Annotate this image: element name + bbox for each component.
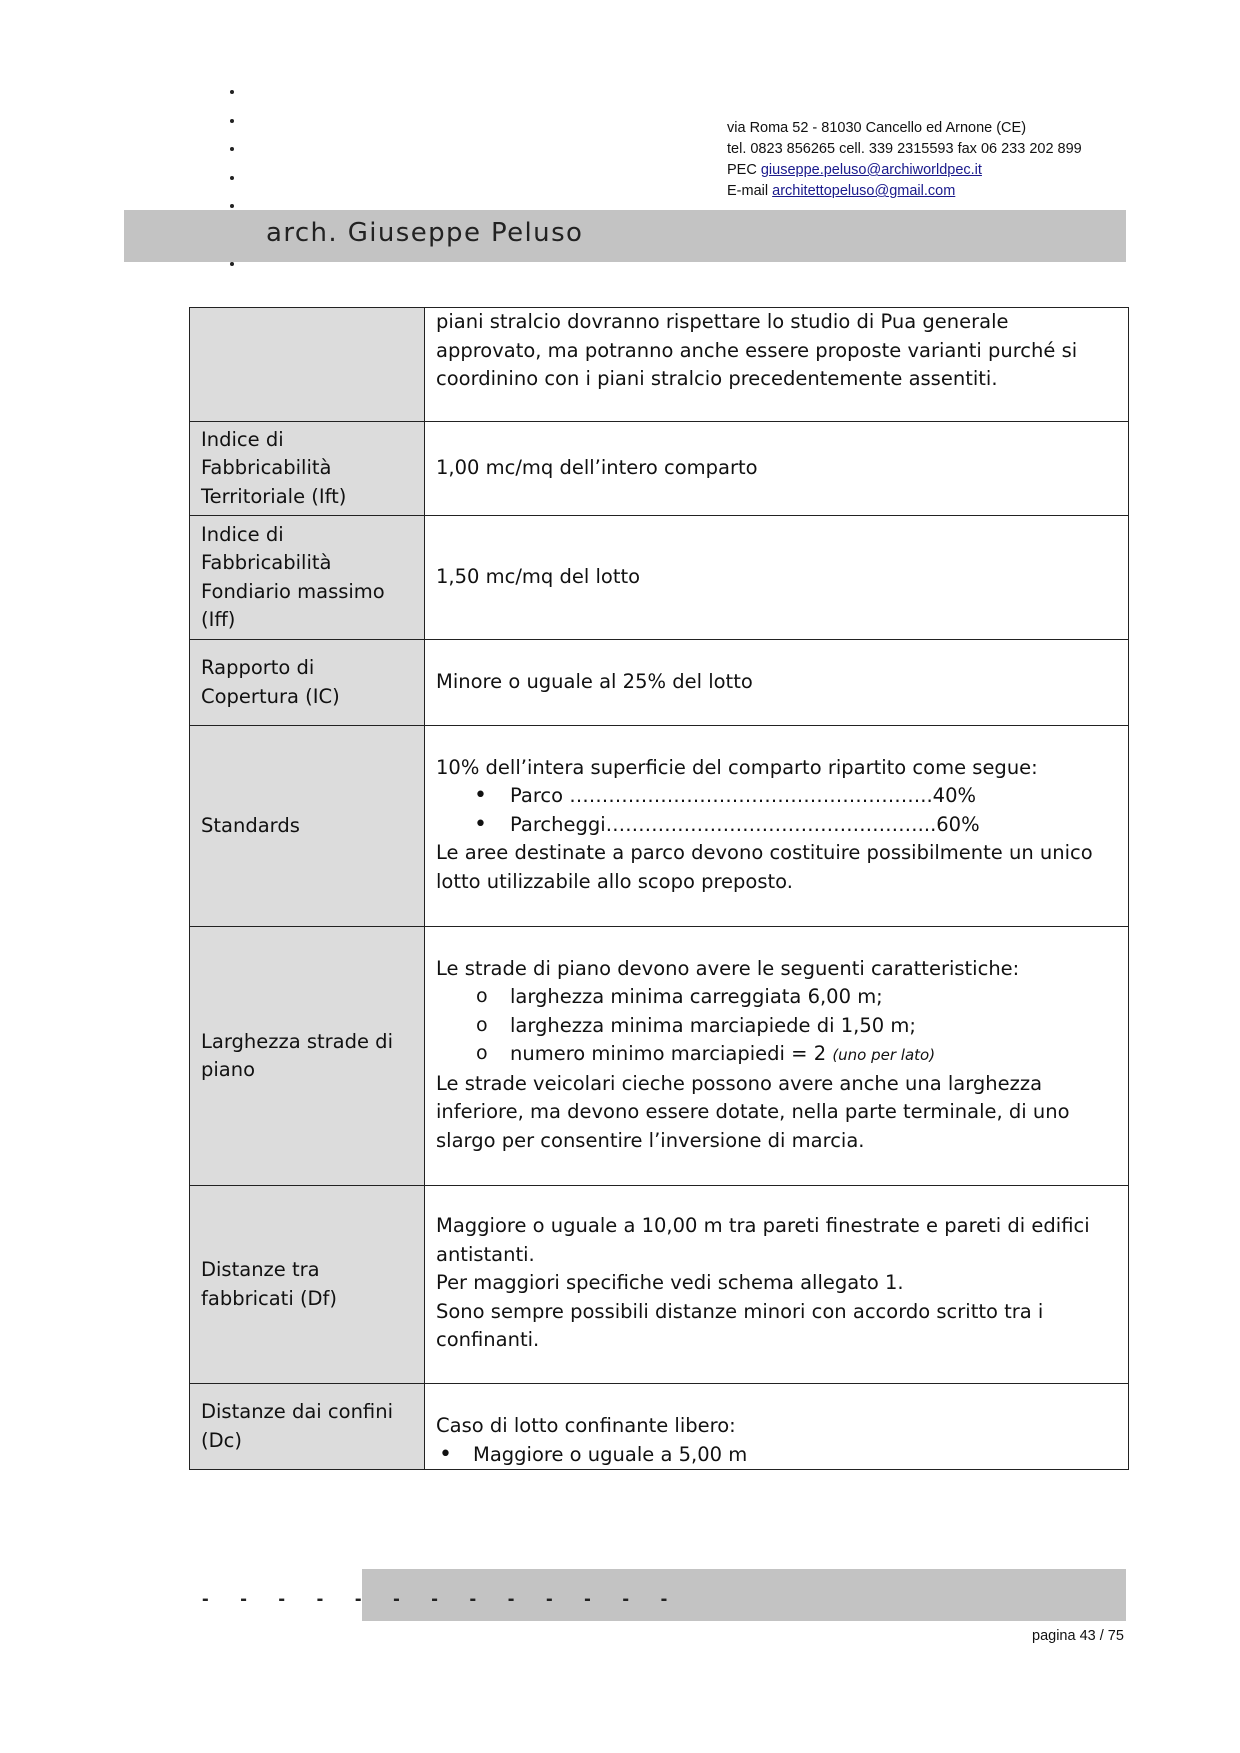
table-row (190, 726, 1129, 927)
email-label: E-mail (727, 183, 769, 199)
list-item: • Parcheggi…………………………………………...60% (436, 811, 1117, 840)
address-line: via Roma 52 - 81030 Cancello ed Arnone (CE) (727, 120, 1027, 136)
roads-outro: Le strade veicolari cieche possono avere anche una larghezza inferiore, ma devono essere dotate, nella parte terminale, di uno slargo per consentire l’inversione di marcia. (436, 1071, 1070, 1152)
architect-name: arch. Giuseppe Peluso (266, 218, 584, 248)
standards-intro: 10% dell’intera superficie del comparto ripartito come segue: (436, 755, 1038, 779)
row-label (190, 308, 425, 422)
roads-list (436, 983, 1117, 1070)
standards-outro: Le aree destinate a parco devono costituire possibilmente un unico lotto utilizzabile allo scopo preposto. (436, 841, 1093, 893)
email-link[interactable]: architettopeluso@gmail.com (772, 183, 956, 199)
pec-email-link[interactable]: giuseppe.peluso@archiworldpec.it (760, 162, 982, 178)
footer-dashes: - - - - - - - - - - - - - (202, 1588, 681, 1610)
pec-line (727, 160, 1082, 181)
list-item-note: (uno per lato) (832, 1046, 936, 1065)
email-line (727, 181, 1082, 202)
row-label: Standards (190, 726, 425, 927)
bullet-dot (230, 147, 234, 151)
table-row (190, 422, 1129, 516)
list-item-text: numero minimo marciapiedi = 2 (510, 1042, 827, 1066)
bullet-dot (230, 119, 234, 123)
row-label: Indice di Fabbricabilità Territoriale (Ift) (190, 422, 425, 516)
boundary-list (436, 1441, 1117, 1470)
bullet-dot (230, 176, 234, 180)
table-row (190, 308, 1129, 422)
row-value (425, 1186, 1129, 1384)
row-label: Rapporto di Copertura (IC) (190, 640, 425, 726)
row-label: Distanze dai confini (Dc) (190, 1384, 425, 1470)
list-item: • Parco ………………………………………………..40% (436, 782, 1117, 811)
spec-table (189, 307, 1129, 1470)
table-row (190, 927, 1129, 1186)
row-value (425, 927, 1129, 1186)
row-value (425, 308, 1129, 422)
row-value-text: piani stralcio dovranno rispettare lo studio di Pua generale approvato, ma potranno anche essere proposte varianti purché si coordinino con i piani stralcio precedentemente assentiti. (436, 310, 1078, 390)
list-item (436, 1040, 1117, 1070)
list-item: • Maggiore o uguale a 5,00 m (425, 1441, 1117, 1470)
distance-line: Maggiore o uguale a 10,00 m tra pareti finestrate e pareti di edifici antistanti. (436, 1214, 1090, 1266)
table-row (190, 1186, 1129, 1384)
row-label: Larghezza strade di piano (190, 927, 425, 1186)
list-item: o larghezza minima carreggiata 6,00 m; (436, 983, 1117, 1012)
table-row (190, 640, 1129, 726)
row-label: Distanze tra fabbricati (Df) (190, 1186, 425, 1384)
list-item: o larghezza minima marciapiede di 1,50 m; (436, 1012, 1117, 1041)
row-value: 1,00 mc/mq dell’intero comparto (425, 422, 1129, 516)
row-value: 1,50 mc/mq del lotto (425, 516, 1129, 640)
roads-intro: Le strade di piano devono avere le seguenti caratteristiche: (436, 956, 1020, 980)
bullet-dot (230, 262, 234, 266)
contact-block (727, 118, 1082, 202)
row-label: Indice di Fabbricabilità Fondiario massimo (Iff) (190, 516, 425, 640)
phone-line: tel. 0823 856265 cell. 339 2315593 fax 06 233 202 899 (727, 141, 1082, 157)
bullet-dot (230, 204, 234, 208)
distance-line: Sono sempre possibili distanze minori con accordo scritto tra i confinanti. (436, 1299, 1044, 1352)
row-value: Minore o uguale al 25% del lotto (425, 640, 1129, 726)
distance-line: Per maggiori specifiche vedi schema allegato 1. (436, 1271, 904, 1295)
row-value (425, 1384, 1129, 1470)
table-row (190, 516, 1129, 640)
row-value (425, 726, 1129, 927)
page-number: pagina 43 / 75 (1032, 1628, 1124, 1644)
bullet-dot (230, 90, 234, 94)
pec-label: PEC (727, 162, 757, 178)
table-row (190, 1384, 1129, 1470)
boundary-intro: Caso di lotto confinante libero: (436, 1414, 736, 1437)
standards-list (436, 782, 1117, 839)
